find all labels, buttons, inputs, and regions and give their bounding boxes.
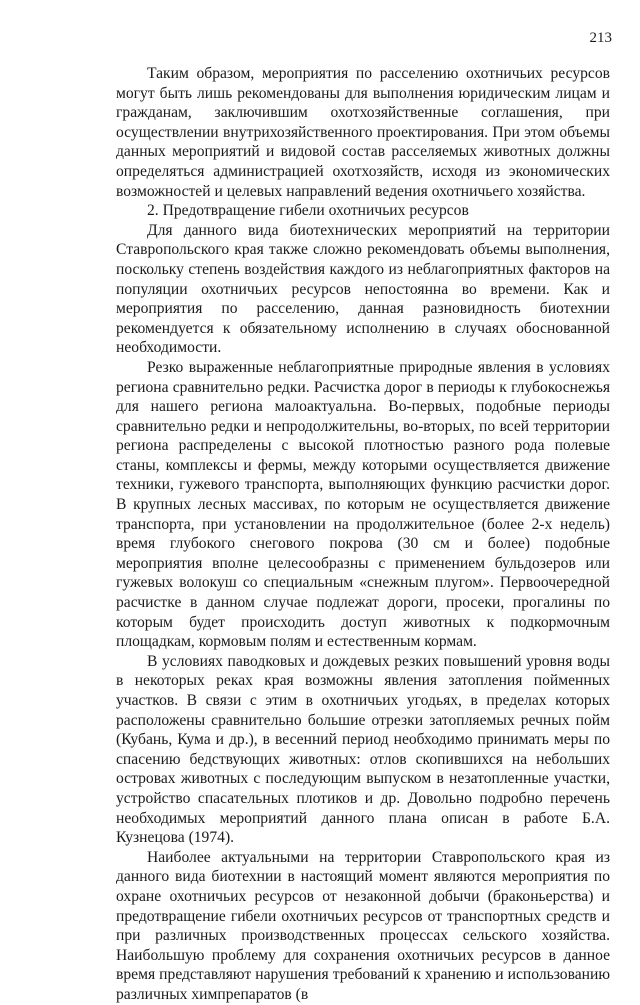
paragraph-poaching-protection: Наиболее актуальными на территории Ставропольского края из данного вида биотехнии в настоящий момент являются мероприятия по охране охотничьих ресурсов от незаконной добычи (браконьерства) и предотвращение гибели охотничьих ресурсов от транспортных средств и при различных производственных процессах сельского хозяйства. Наибольшую проблему для сохранения охотничьих ресурсов в данное время представляют нарушения требований к хранению и использованию различных химпрепаратов (в: [116, 848, 610, 1003]
paragraph-flood-rescue: В условиях паводковых и дождевых резких повышений уровня воды в некоторых реках края возможны явления затопления пойменных участков. В связи с этим в охотничьих угодьях, в пределах которых расположены сравнительно большие отрезки затопляемых речных пойм (Кубань, Кума и др.), в весенний период необходимо принимать меры по спасению бедствующих животных: отлов скопившихся на небольших островах животных с последующим выпуском в незатопленные участки, устройство спасательных плотиков и др. Довольно подробно перечень необходимых мероприятий данного плана описан в работе Б.А. Кузнецова (1974).: [116, 652, 610, 847]
section-heading: 2. Предотвращение гибели охотничьих ресурсов: [147, 202, 469, 220]
page-number: 213: [589, 30, 612, 46]
page-body: [116, 64, 610, 1005]
paragraph-resettlement-summary: Таким образом, мероприятия по расселению охотничьих ресурсов могут быть лишь рекомендованы для выполнения юридическим лицам и гражданам, заключившим охотхозяйственные соглашения, при осуществлении внутрихозяйственного проектирования. При этом объемы данных мероприятий и видовой состав расселяемых животных должны определяться администрацией охотхозяйств, исходя из экономических возможностей и целевых направлений ведения охотничьего хозяйства.: [116, 65, 610, 200]
paragraph-snow-clearing: Резко выраженные неблагоприятные природные явления в условиях региона сравнительно редки. Расчистка дорог в периоды к глубокоснежья для нашего региона малоактуальна. Во-первых, подобные периоды сравнительно редки и непродолжительны, во-вторых, по всей территории региона распределены с высокой плотностью разного рода полевые станы, комплексы и фермы, между которыми осуществляется движение техники, гужевого транспорта, выполняющих функцию расчистки дорог. В крупных лесных массивах, по которым не осуществляется движение транспорта, при установлении на продолжительное (более 2-х недель) время глубокого снегового покрова (30 см и более) подобные мероприятия вполне целесообразны с применением бульдозеров или гужевых волокуш со специальным «снежным плугом». Первоочередной расчистке в данном случае подлежат дороги, просеки, прогалины по которым будет происходить доступ животных к подкормочным площадкам, кормовым полям и естественным кормам.: [116, 358, 610, 651]
paragraph-volume-recommendation: Для данного вида биотехнических мероприятий на территории Ставропольского края также сложно рекомендовать объемы выполнения, поскольку степень воздействия каждого из неблагоприятных факторов на популяции охотничьих ресурсов непостоянна во времени. Как и мероприятия по расселению, данная разновидность биотехнии рекомендуется к обязательному исполнению в случаях обоснованной необходимости.: [116, 221, 610, 357]
